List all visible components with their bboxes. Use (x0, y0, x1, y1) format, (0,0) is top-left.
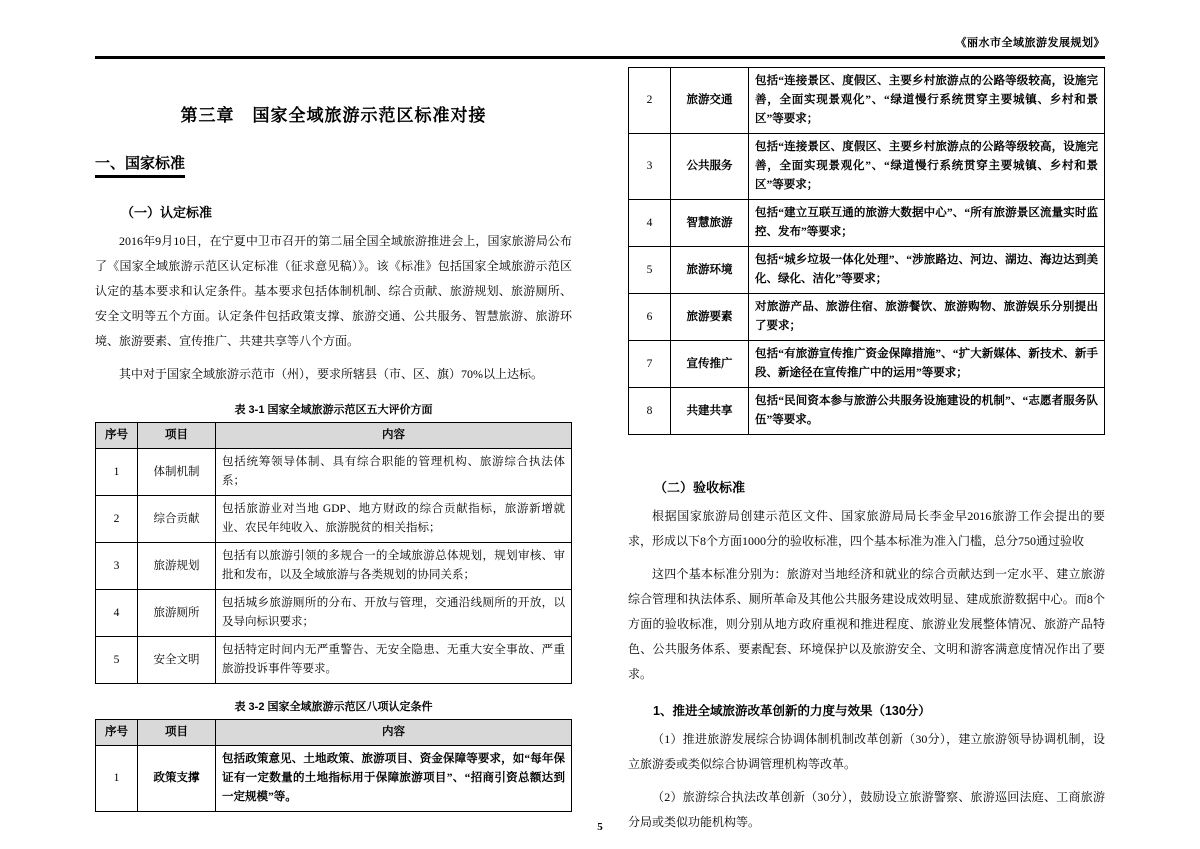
right-column (628, 65, 1105, 835)
table-header-row (96, 720, 572, 746)
table-row (96, 449, 572, 496)
cell-item: 旅游交通 (671, 68, 749, 134)
cell-item: 旅游厕所 (138, 590, 216, 637)
table-row (629, 134, 1105, 200)
cell-content: 包括政策意见、土地政策、旅游项目、资金保障等要求，如“每年保证有一定数量的土地指标用于保障旅游项目”、“招商引资总额达到一定规模”等。 (216, 746, 572, 812)
cell-item: 综合贡献 (138, 496, 216, 543)
section-heading-text: 一、国家标准 (95, 152, 185, 178)
table1-caption: 表 3-1 国家全域旅游示范区五大评价方面 (234, 404, 433, 416)
cell-item: 宣传推广 (671, 341, 749, 388)
table-row (629, 294, 1105, 341)
table-3-1 (95, 422, 572, 684)
paragraph-acceptance-intro: 根据国家旅游局创建示范区文件、国家旅游局局长李金早2016旅游工作会提出的要求，形成以下8个方面1000分的验收标准，四个基本标准为准入门槛，总分750通过验收 (628, 509, 1105, 548)
cell-item: 政策支撑 (138, 746, 216, 812)
table-row (629, 247, 1105, 294)
section-heading-national-standards (95, 152, 572, 178)
cell-content: 包括“民间资本参与旅游公共服务设施建设的机制”、“志愿者服务队伍”等要求。 (749, 388, 1105, 435)
cell-index: 1 (96, 449, 138, 496)
cell-index: 2 (629, 68, 671, 134)
cell-item: 共建共享 (671, 388, 749, 435)
subsection-heading-certification: （一）认定标准 (121, 205, 213, 220)
table-row (96, 590, 572, 637)
col-header-item: 项目 (138, 423, 216, 449)
cell-item: 智慧旅游 (671, 200, 749, 247)
subsection-heading-acceptance: （二）验收标准 (654, 480, 746, 495)
table-row (96, 496, 572, 543)
cell-content: 包括有以旅游引领的多规合一的全域旅游总体规划，规划审核、审批和发布，以及全域旅游与各类规划的协同关系； (216, 543, 572, 590)
cell-item: 旅游规划 (138, 543, 216, 590)
paragraph-threshold: 其中对于国家全域旅游示范市（州），要求所辖县（市、区、旗）70%以上达标。 (119, 367, 543, 381)
cell-content: 包括“有旅游宣传推广资金保障措施”、“扩大新媒体、新技术、新手段、新途径在宣传推广中的运用”等要求； (749, 341, 1105, 388)
two-column-layout (95, 65, 1105, 835)
cell-content: 对旅游产品、旅游住宿、旅游餐饮、旅游购物、旅游娱乐分别提出了要求； (749, 294, 1105, 341)
col-header-content: 内容 (216, 720, 572, 746)
header-rule (95, 56, 1105, 59)
page-number: 5 (597, 821, 603, 833)
table-row (96, 543, 572, 590)
numbered-heading-reform-score: 1、推进全域旅游改革创新的力度与效果（130分） (653, 704, 931, 718)
cell-content: 包括统筹领导体制、具有综合职能的管理机构、旅游综合执法体系； (216, 449, 572, 496)
table-row (629, 341, 1105, 388)
table-row (629, 68, 1105, 134)
cell-index: 2 (96, 496, 138, 543)
col-header-index: 序号 (96, 720, 138, 746)
cell-item: 安全文明 (138, 637, 216, 684)
paragraph-reform-item-2: （2）旅游综合执法改革创新（30分），鼓励设立旅游警察、旅游巡回法庭、工商旅游分局或类似功能机构等。 (628, 790, 1105, 829)
paragraph-reform-item-1: （1）推进旅游发展综合协调体制机制改革创新（30分），建立旅游领导协调机制，设立旅游委或类似综合协调管理机构等改革。 (628, 732, 1105, 771)
cell-content: 包括城乡旅游厕所的分布、开放与管理，交通沿线厕所的开放，以及导向标识要求； (216, 590, 572, 637)
cell-item: 旅游环境 (671, 247, 749, 294)
table-header-row (96, 423, 572, 449)
running-header (95, 30, 1105, 56)
cell-content: 包括旅游业对当地 GDP、地方财政的综合贡献指标，旅游新增就业、农民年纯收入、旅游脱贫的相关指标； (216, 496, 572, 543)
cell-index: 3 (629, 134, 671, 200)
cell-index: 5 (629, 247, 671, 294)
cell-index: 4 (96, 590, 138, 637)
cell-index: 4 (629, 200, 671, 247)
table-3-2 (95, 719, 572, 812)
col-header-index: 序号 (96, 423, 138, 449)
table-row (629, 200, 1105, 247)
cell-index: 3 (96, 543, 138, 590)
cell-index: 7 (629, 341, 671, 388)
paragraph-basic-standards: 这四个基本标准分别为：旅游对当地经济和就业的综合贡献达到一定水平、建立旅游综合管理和执法体系、厕所革命及其他公共服务建设成效明显、建成旅游数据中心。而8个方面的验收标准，则分别从地方政府重视和推进程度、旅游业发展整体情况、旅游产品特色、公共服务体系、要素配套、环境保护以及旅游安全、文明和游客满意度情况作出了要求。 (628, 567, 1105, 681)
cell-item: 体制机制 (138, 449, 216, 496)
cell-content: 包括“建立互联互通的旅游大数据中心”、“所有旅游景区流量实时监控、发布”等要求； (749, 200, 1105, 247)
cell-index: 1 (96, 746, 138, 812)
col-header-item: 项目 (138, 720, 216, 746)
running-header-title: 《丽水市全域旅游发展规划》 (955, 37, 1105, 49)
left-column (95, 65, 572, 812)
table-row (96, 746, 572, 812)
cell-item: 旅游要素 (671, 294, 749, 341)
paragraph-certification-intro: 2016年9月10日，在宁夏中卫市召开的第二届全国全域旅游推进会上，国家旅游局公布了《国家全域旅游示范区认定标准（征求意见稿）》。该《标准》包括国家全域旅游示范区认定的基本要求和认定条件。基本要求包括体制机制、综合贡献、旅游规划、旅游厕所、安全文明等五个方面。认定条件包括政策支撑、旅游交通、公共服务、智慧旅游、旅游环境、旅游要素、宣传推广、共建共享等八个方面。 (95, 234, 572, 348)
cell-content: 包括“连接景区、度假区、主要乡村旅游点的公路等级较高，设施完善，全面实现景观化”、“绿道慢行系统贯穿主要城镇、乡村和景区”等要求； (749, 134, 1105, 200)
chapter-title: 第三章 国家全域旅游示范区标准对接 (180, 106, 487, 125)
cell-index: 8 (629, 388, 671, 435)
cell-content: 包括“连接景区、度假区、主要乡村旅游点的公路等级较高，设施完善，全面实现景观化”、“绿道慢行系统贯穿主要城镇、乡村和景区”等要求； (749, 68, 1105, 134)
col-header-content: 内容 (216, 423, 572, 449)
cell-item: 公共服务 (671, 134, 749, 200)
table2-caption: 表 3-2 国家全域旅游示范区八项认定条件 (234, 701, 433, 713)
cell-index: 6 (629, 294, 671, 341)
cell-index: 5 (96, 637, 138, 684)
cell-content: 包括“城乡垃圾一体化处理”、“涉旅路边、河边、湖边、海边达到美化、绿化、洁化”等要求； (749, 247, 1105, 294)
table-row (629, 388, 1105, 435)
table-row (96, 637, 572, 684)
cell-content: 包括特定时间内无严重警告、无安全隐患、无重大安全事故、严重旅游投诉事件等要求。 (216, 637, 572, 684)
table-3-2-continuation (628, 67, 1105, 435)
